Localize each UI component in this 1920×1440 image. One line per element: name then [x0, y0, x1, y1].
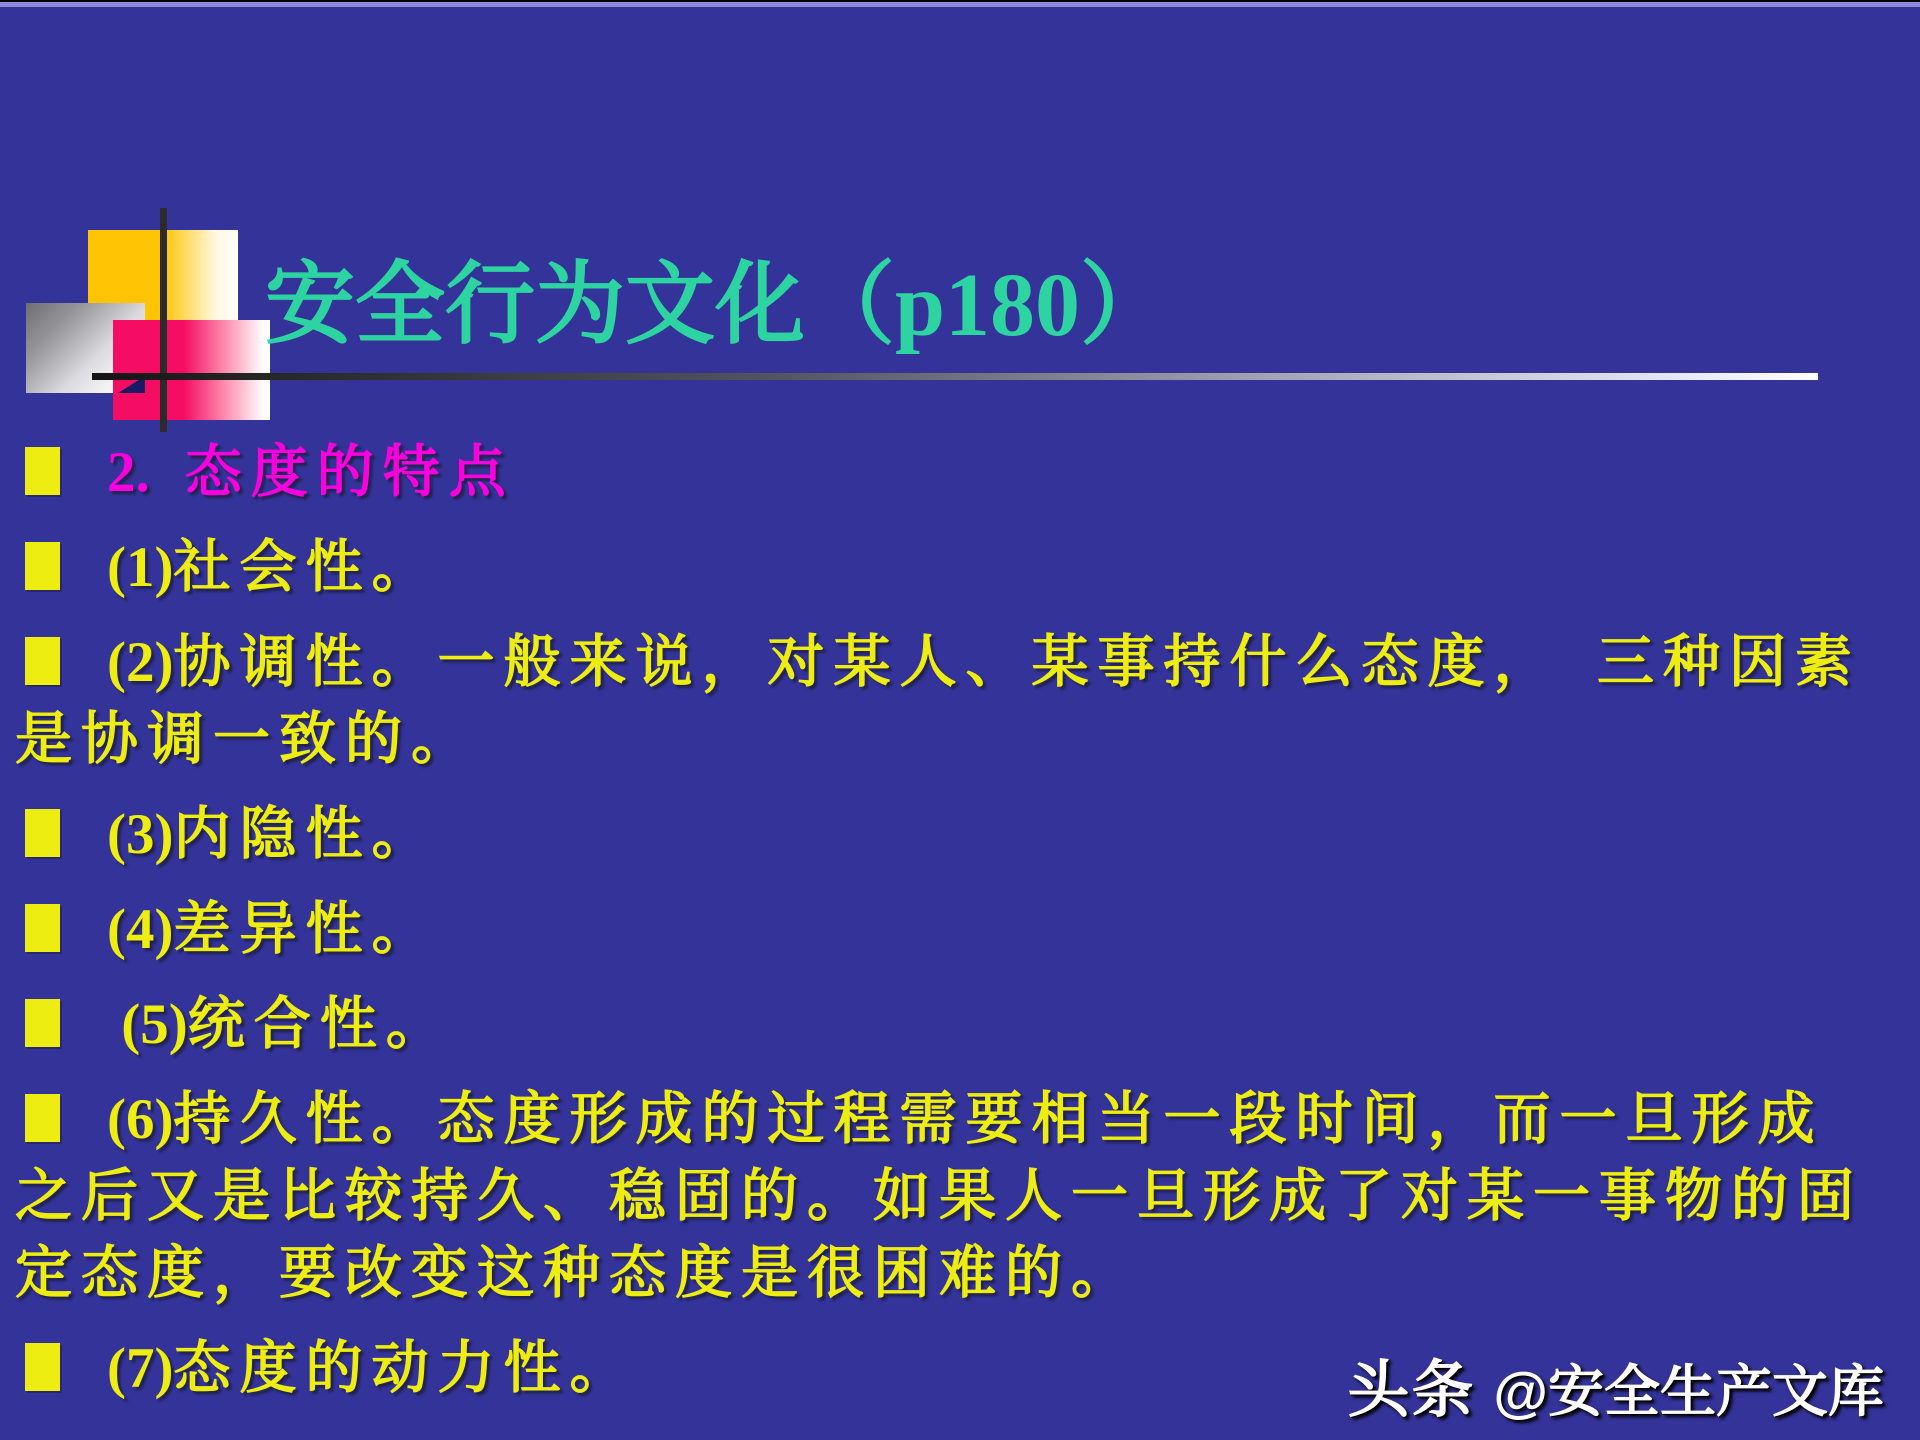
watermark — [1347, 1340, 1884, 1429]
list-item — [15, 1081, 1870, 1312]
list-item — [15, 986, 1870, 1063]
item-number: (1) — [107, 536, 174, 599]
list-item — [15, 529, 1870, 606]
item-number: (6) — [107, 1088, 174, 1151]
item-number: (4) — [107, 898, 174, 961]
item-text: 持久性。态度形成的过程需要相当一段时间，而一旦形成之后又是比较持久、稳固的。如果人一旦形成了对某一事物的固定态度，要改变这种态度是很困难的。 — [15, 1087, 1863, 1305]
item-text: 态度的动力性。 — [173, 1336, 636, 1400]
list-item — [15, 624, 1870, 778]
list-item — [15, 796, 1870, 873]
item-number: 2. — [107, 441, 150, 504]
item-text: 差异性。 — [173, 897, 438, 961]
list-item-heading — [15, 434, 1870, 511]
square-bullet-icon — [25, 447, 60, 495]
item-text: 社会性。 — [173, 535, 438, 599]
square-bullet-icon — [25, 637, 60, 685]
item-text: 内隐性。 — [173, 802, 438, 866]
item-number: (7) — [107, 1337, 174, 1400]
top-edge-lavender-line — [0, 2, 1920, 7]
bullet-list — [0, 434, 1920, 1425]
item-number: (5) — [107, 993, 188, 1056]
square-bullet-icon — [25, 809, 60, 857]
toutiao-logo: 头条 — [1347, 1356, 1476, 1425]
item-number: (3) — [107, 803, 174, 866]
item-text: 统合性。 — [187, 992, 452, 1056]
list-item — [15, 891, 1870, 968]
title-underline-rule — [92, 373, 1818, 380]
item-text: 协调性。一般来说，对某人、某事持什么态度， 三种因素是协调一致的。 — [15, 630, 1861, 771]
watermark-handle: @安全生产文库 — [1493, 1360, 1884, 1423]
decoration-vertical-line — [160, 208, 167, 432]
item-number: (2) — [107, 631, 174, 694]
slide-title: 安全行为文化（p180） — [265, 256, 1171, 355]
item-text: 态度的特点 — [184, 440, 515, 504]
square-bullet-icon — [25, 999, 60, 1047]
decoration-pink-square — [113, 320, 270, 420]
square-bullet-icon — [25, 1343, 60, 1391]
square-bullet-icon — [25, 904, 60, 952]
square-bullet-icon — [25, 542, 60, 590]
square-bullet-icon — [25, 1094, 60, 1142]
